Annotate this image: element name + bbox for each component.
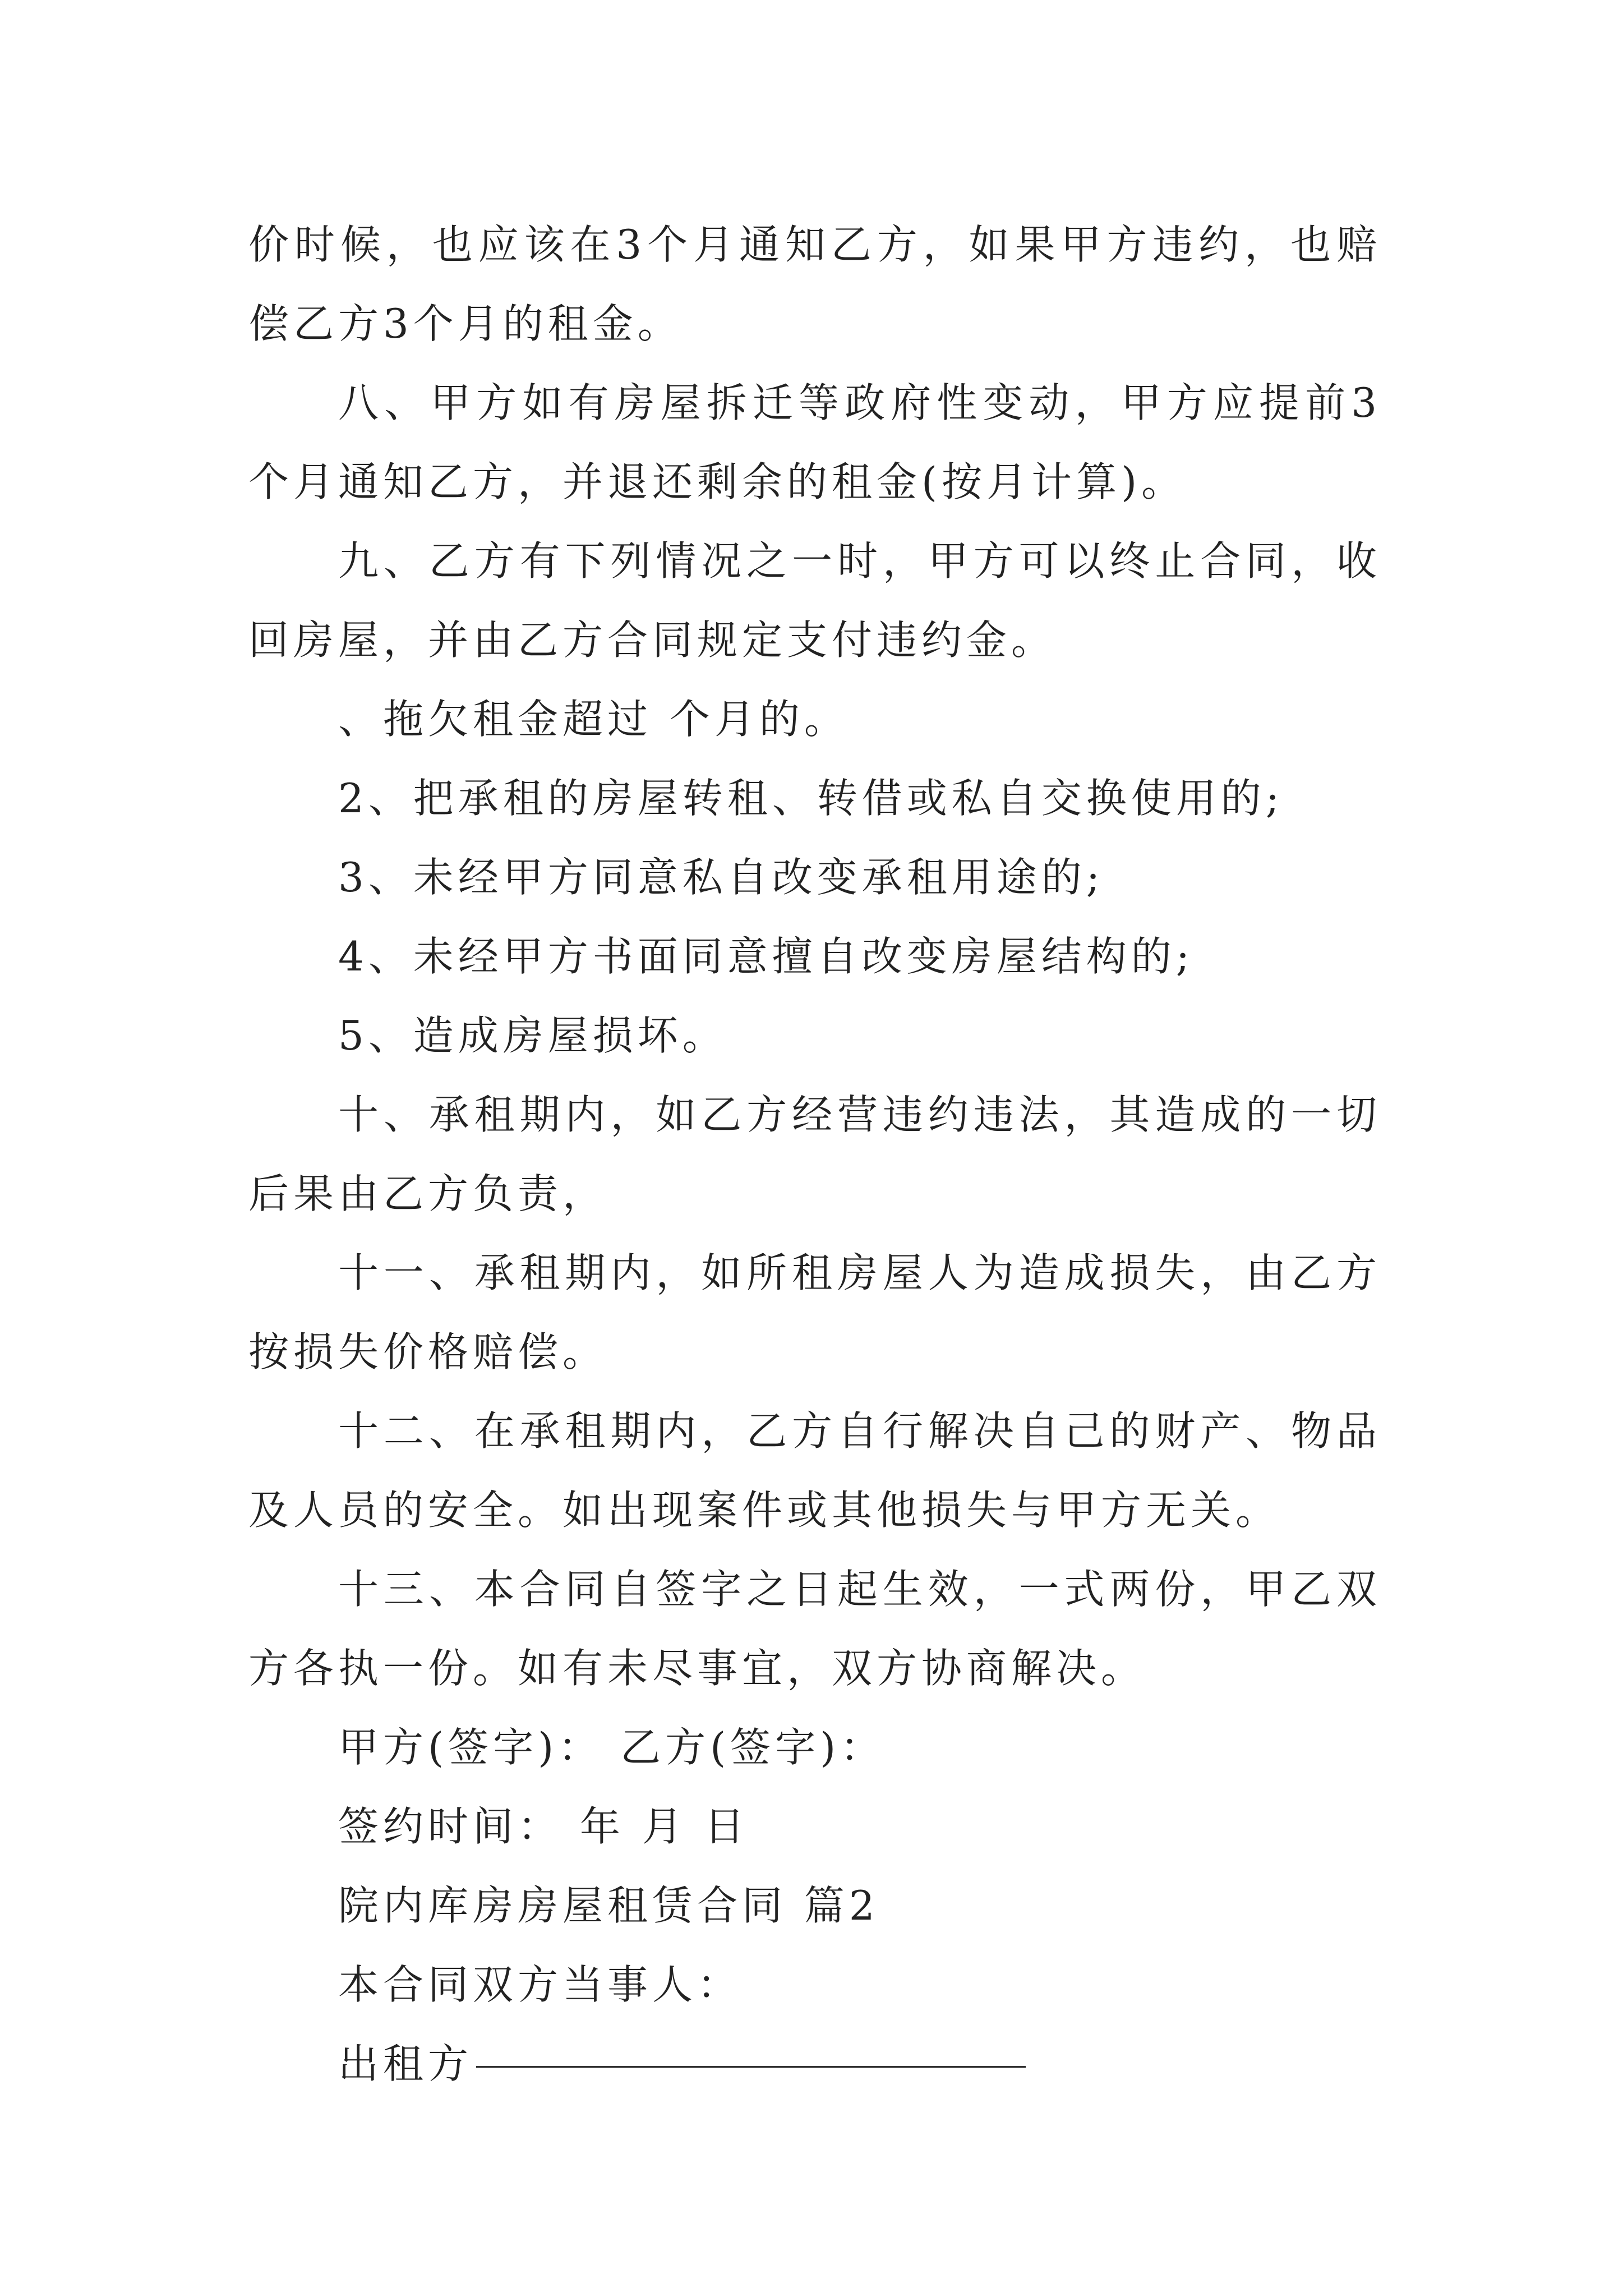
parties-intro: 本合同双方当事人： [338,1961,743,2008]
lessor-blank-underline [476,2065,1026,2068]
signing-date-line: 签约时间： 年 月 日 [338,1803,749,1850]
clause-9-item-4: 4、未经甲方书面同意擅自改变房屋结构的; [338,933,1195,980]
clause-9-item-1: 、拖欠租金超过 个月的。 [338,696,849,743]
lessor-line [248,2024,1381,2104]
signature-line: 甲方(签字)： 乙方(签字)： [338,1724,886,1771]
clause-9-item-2: 2、把承租的房屋转租、转借或私自交换使用的; [338,775,1284,822]
clause-11: 十一、承租期内，如所租房屋人为造成损失，由乙方按损失价格赔偿。 [248,1249,1381,1375]
paragraph-continuation: 价时候，也应该在3个月通知乙方，如果甲方违约，也赔偿乙方3个月的租金。 [248,221,1381,347]
clause-10: 十、承租期内，如乙方经营违约违法，其造成的一切后果由乙方负责， [248,1091,1381,1217]
clause-9-item-3: 3、未经甲方同意私自改变承租用途的; [338,854,1105,901]
contract-2-title: 院内库房房屋租赁合同 篇2 [338,1882,879,1929]
clause-8: 八、甲方如有房屋拆迁等政府性变动，甲方应提前3个月通知乙方，并退还剩余的租金(按月计算)。 [248,379,1381,505]
clause-9: 九、乙方有下列情况之一时，甲方可以终止合同，收回房屋，并由乙方合同规定支付违约金。 [248,537,1381,664]
lessor-label: 出租方 [338,2040,473,2087]
clause-12: 十二、在承租期内，乙方自行解决自己的财产、物品及人员的安全。如出现案件或其他损失与甲方无关。 [248,1407,1381,1534]
clause-9-item-5: 5、造成房屋损坏。 [338,1012,727,1059]
clause-13: 十三、本合同自签字之日起生效，一式两份，甲乙双方各执一份。如有未尽事宜，双方协商解决。 [248,1566,1381,1692]
contract-text [248,205,1381,2104]
